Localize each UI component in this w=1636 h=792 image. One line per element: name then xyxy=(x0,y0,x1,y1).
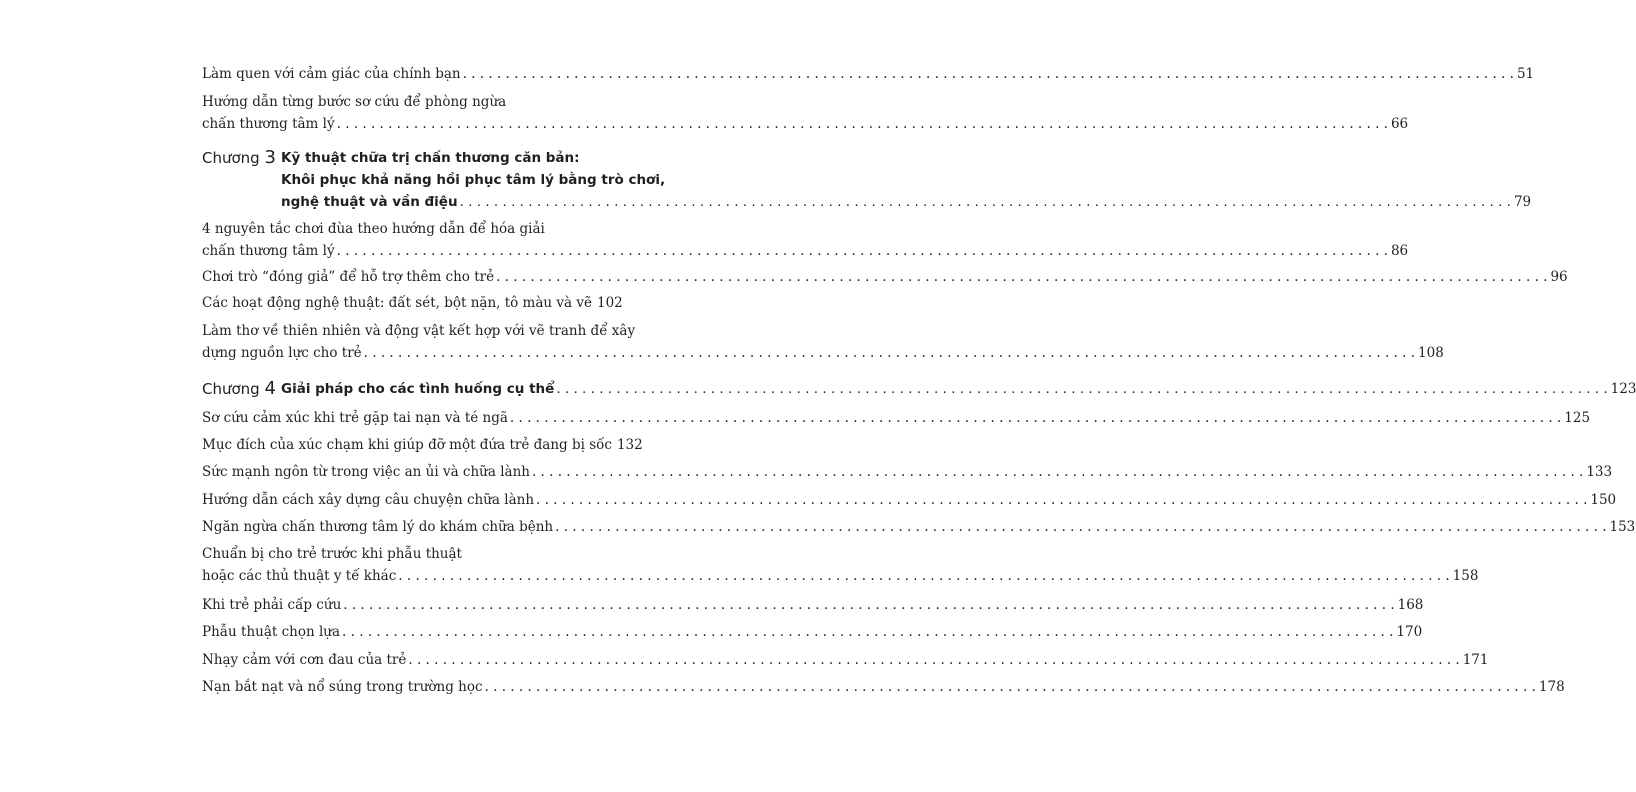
chapter-word: Chương xyxy=(202,380,260,398)
chapter-title xyxy=(281,147,1532,213)
toc-entry-title-cont: chấn thương tâm lý xyxy=(202,116,335,132)
toc-entry-title: 4 nguyên tắc chơi đùa theo hướng dẫn để hóa giải xyxy=(202,221,545,237)
chapter-title-line: Giải pháp cho các tình huống cụ thể xyxy=(281,381,555,397)
toc-page-number: 102 xyxy=(596,295,623,311)
leader-dots xyxy=(510,407,1561,429)
toc-page-number: 150 xyxy=(1590,492,1617,508)
toc-entry xyxy=(202,407,1591,429)
toc-page-number: 133 xyxy=(1586,464,1613,480)
toc-page-number: 171 xyxy=(1462,652,1489,668)
toc-entry-title: Ngăn ngừa chấn thương tâm lý do khám chữa bệnh xyxy=(202,519,554,535)
leader-dots xyxy=(342,621,1393,643)
toc-entry-title: Nạn bắt nạt và nổ súng trong trường học xyxy=(202,679,483,695)
toc-entry-title: Hướng dẫn cách xây dựng câu chuyện chữa lành xyxy=(202,492,535,508)
toc-entry-title: Nhạy cảm với cơn đau của trẻ xyxy=(202,652,407,668)
toc-entry xyxy=(202,91,1409,135)
toc-page-number: 108 xyxy=(1418,345,1444,361)
chapter-title-line: Khôi phục khả năng hồi phục tâm lý bằng trò chơi, xyxy=(281,172,666,188)
toc-page-number: 168 xyxy=(1397,597,1424,613)
toc-entry xyxy=(202,516,1636,538)
toc-entry-title-cont: dựng nguồn lực cho trẻ xyxy=(202,345,362,361)
leader-dots xyxy=(555,516,1606,538)
toc-entry xyxy=(202,218,1409,262)
toc-page-number: 170 xyxy=(1396,624,1423,640)
leader-dots xyxy=(337,113,1388,135)
toc-entry xyxy=(202,621,1423,643)
toc-entry xyxy=(202,63,1535,85)
toc-entry xyxy=(202,320,1444,364)
toc-entry-title-cont: chấn thương tâm lý xyxy=(202,243,335,259)
toc-entry-title: Mục đích của xúc chạm khi giúp đỡ một đứa trẻ đang bị sốc xyxy=(202,437,612,453)
leader-dots xyxy=(496,266,1547,288)
toc-entry-title: Chơi trò “đóng giả” để hỗ trợ thêm cho trẻ xyxy=(202,269,495,285)
toc-page-number: 66 xyxy=(1390,116,1409,132)
toc-page-number: 178 xyxy=(1538,679,1565,695)
leader-dots xyxy=(343,594,1394,616)
toc-entry-title: Sức mạnh ngôn từ trong việc an ủi và chữa lành xyxy=(202,464,530,480)
toc-page-number: 79 xyxy=(1513,194,1532,210)
toc-entry-title: Phẫu thuật chọn lựa xyxy=(202,624,341,640)
chapter-heading xyxy=(202,378,1636,400)
leader-dots xyxy=(460,191,1511,213)
chapter-label xyxy=(202,378,276,400)
toc-entry-title: Chuẩn bị cho trẻ trước khi phẫu thuật xyxy=(202,546,462,562)
leader-dots xyxy=(364,342,1415,364)
chapter-title-line: Kỹ thuật chữa trị chấn thương căn bản: xyxy=(281,150,580,166)
toc-entry-title: Hướng dẫn từng bước sơ cứu để phòng ngừa xyxy=(202,94,507,110)
toc-page-number: 158 xyxy=(1452,568,1479,584)
leader-dots xyxy=(398,565,1449,587)
chapter-number: 3 xyxy=(264,147,276,168)
toc-page-number: 51 xyxy=(1516,66,1535,82)
toc-entry-title-cont: hoặc các thủ thuật y tế khác xyxy=(202,568,397,584)
toc-page-number: 153 xyxy=(1609,519,1636,535)
chapter-title xyxy=(281,378,1636,400)
leader-dots xyxy=(532,461,1583,483)
toc-page-number: 132 xyxy=(616,437,643,453)
toc-entry-title: Các hoạt động nghệ thuật: đất sét, bột nặn, tô màu và vẽ xyxy=(202,295,592,311)
toc-entry xyxy=(202,594,1424,616)
toc-entry xyxy=(202,461,1613,483)
leader-dots xyxy=(536,489,1587,511)
leader-dots xyxy=(463,63,1514,85)
chapter-title-line: nghệ thuật và vần điệu xyxy=(281,194,458,210)
toc-entry xyxy=(202,676,1565,698)
leader-dots xyxy=(556,378,1607,400)
leader-dots xyxy=(485,676,1536,698)
toc-entry xyxy=(202,434,643,456)
toc-entry-title: Làm thơ về thiên nhiên và động vật kết hợp với vẽ tranh để xây xyxy=(202,323,636,339)
toc-entry-title: Khi trẻ phải cấp cứu xyxy=(202,597,342,613)
toc-entry xyxy=(202,543,1479,587)
toc-entry xyxy=(202,266,1568,288)
chapter-word: Chương xyxy=(202,149,260,167)
chapter-label xyxy=(202,147,276,169)
chapter-number: 4 xyxy=(264,378,276,399)
toc-entry xyxy=(202,292,623,314)
toc-page-number: 86 xyxy=(1390,243,1409,259)
toc-page-number: 125 xyxy=(1564,410,1591,426)
leader-dots xyxy=(337,240,1388,262)
toc-page-number: 96 xyxy=(1550,269,1568,285)
toc-page-number: 123 xyxy=(1610,381,1636,397)
chapter-heading xyxy=(202,147,1532,213)
toc-entry xyxy=(202,649,1489,671)
leader-dots xyxy=(408,649,1459,671)
toc-entry-title: Sơ cứu cảm xúc khi trẻ gặp tai nạn và té ngã xyxy=(202,410,508,426)
toc-entry-title: Làm quen với cảm giác của chính bạn xyxy=(202,66,461,82)
toc-entry xyxy=(202,489,1617,511)
